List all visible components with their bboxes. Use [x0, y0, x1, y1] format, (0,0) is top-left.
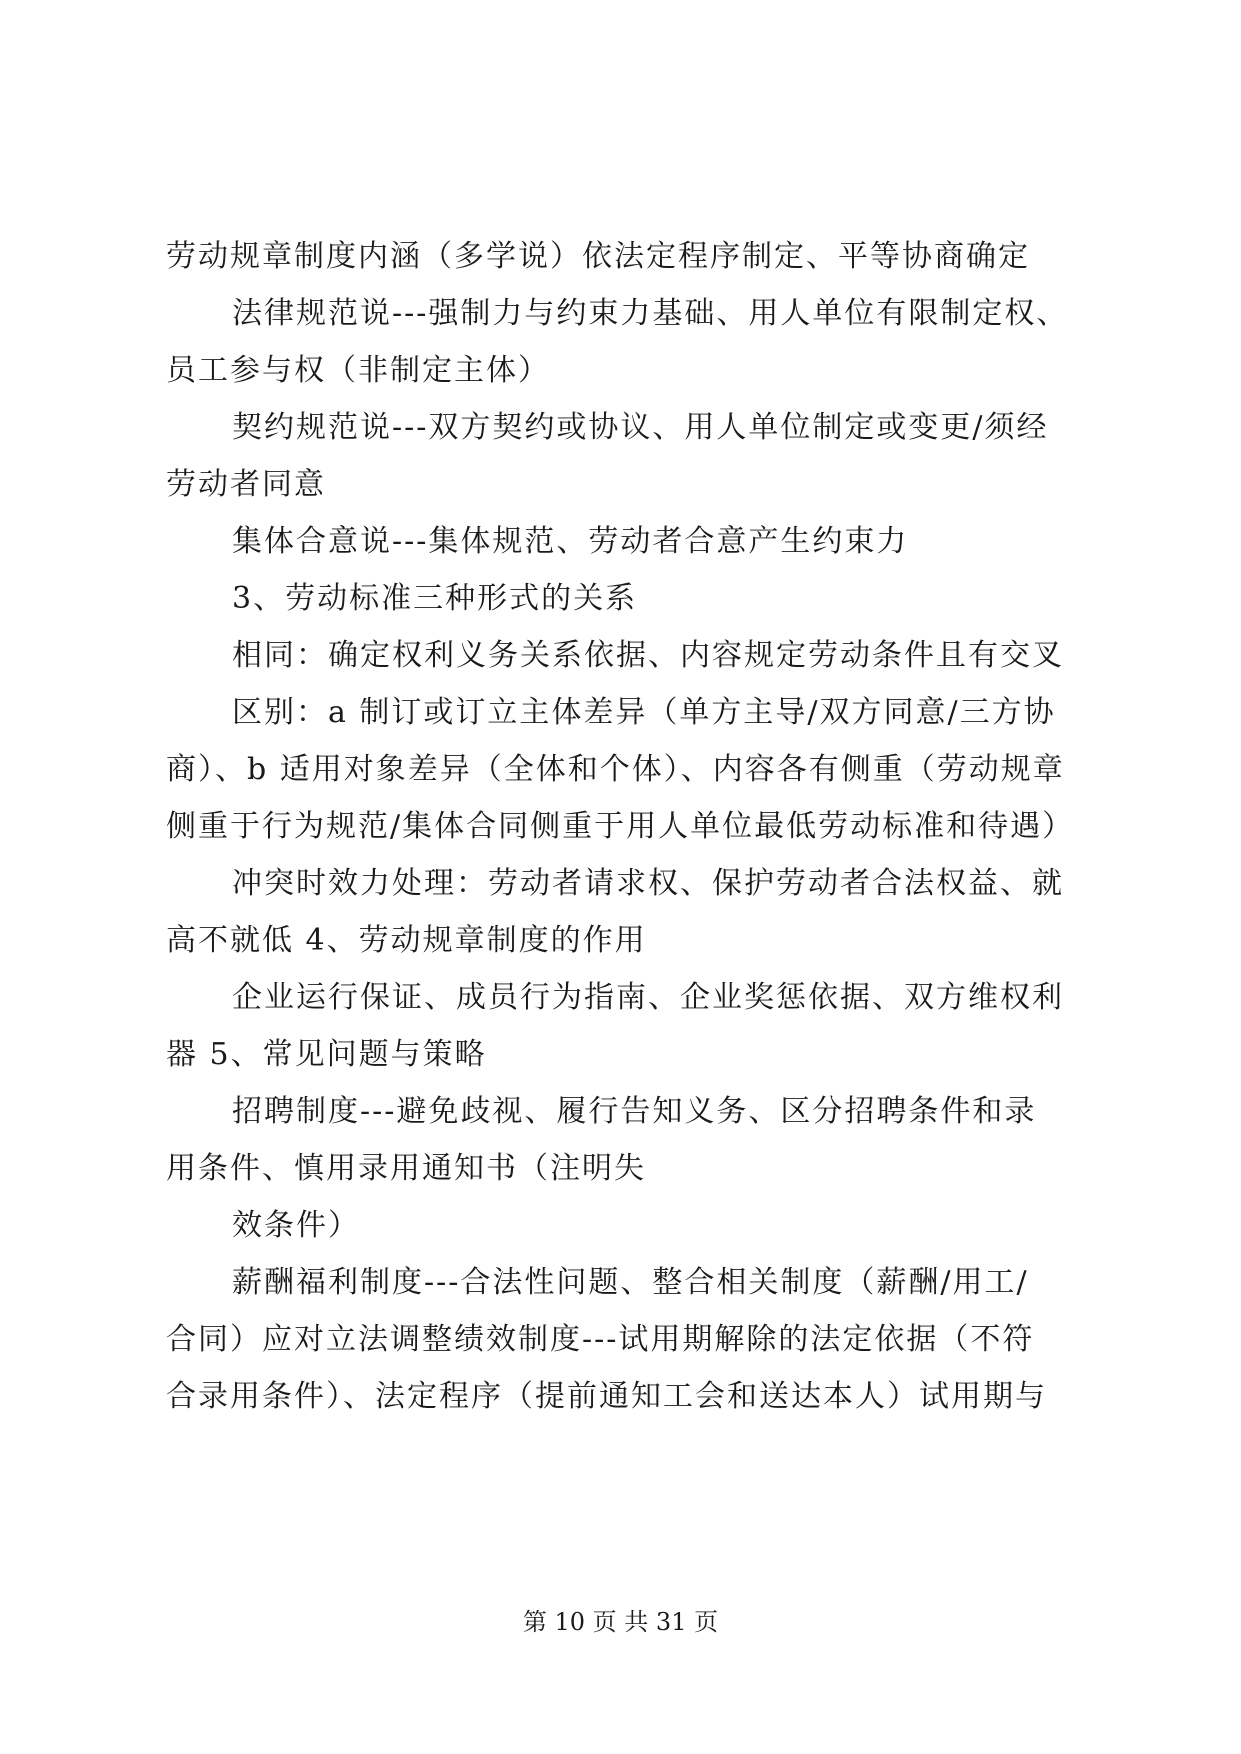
- text-line: 企业运行保证、成员行为指南、企业奖惩依据、双方维权利: [232, 980, 1064, 1015]
- text-line: 薪酬福利制度---合法性问题、整合相关制度（薪酬/用工/: [232, 1265, 1029, 1300]
- text-line: 商）、b 适用对象差异（全体和个体）、内容各有侧重（劳动规章: [166, 752, 1065, 787]
- text-line: 合录用条件）、法定程序（提前通知工会和送达本人）试用期与: [166, 1379, 1047, 1414]
- text-line: 用条件、慎用录用通知书（注明失: [166, 1151, 646, 1186]
- text-line: 招聘制度---避免歧视、履行告知义务、区分招聘条件和录: [232, 1094, 1037, 1129]
- text-line: 契约规范说---双方契约或协议、用人单位制定或变更/须经: [232, 410, 1049, 445]
- text-line: 员工参与权（非制定主体）: [166, 353, 550, 388]
- text-line: 劳动规章制度内涵（多学说）依法定程序制定、平等协商确定: [166, 239, 1030, 274]
- text-line: 合同）应对立法调整绩效制度---试用期解除的法定依据（不符: [166, 1322, 1035, 1357]
- text-line: 冲突时效力处理：劳动者请求权、保护劳动者合法权益、就: [232, 866, 1064, 901]
- text-line: 区别：a 制订或订立主体差异（单方主导/双方同意/三方协: [232, 695, 1056, 730]
- text-line: 器 5、常见问题与策略: [166, 1037, 487, 1072]
- page-footer: 第 10 页 共 31 页: [522, 1608, 719, 1636]
- text-line: 高不就低 4、劳动规章制度的作用: [166, 923, 647, 958]
- text-line: 效条件）: [232, 1208, 360, 1243]
- document-body: [166, 228, 1086, 1425]
- text-line: 劳动者同意: [166, 467, 326, 502]
- text-line: 法律规范说---强制力与约束力基础、用人单位有限制定权、: [232, 296, 1069, 331]
- text-line: 3、劳动标准三种形式的关系: [232, 581, 638, 616]
- text-line: 侧重于行为规范/集体合同侧重于用人单位最低劳动标准和待遇）: [166, 809, 1075, 844]
- text-line: 相同：确定权利义务关系依据、内容规定劳动条件且有交叉: [232, 638, 1064, 673]
- text-line: 集体合意说---集体规范、劳动者合意产生约束力: [232, 524, 909, 559]
